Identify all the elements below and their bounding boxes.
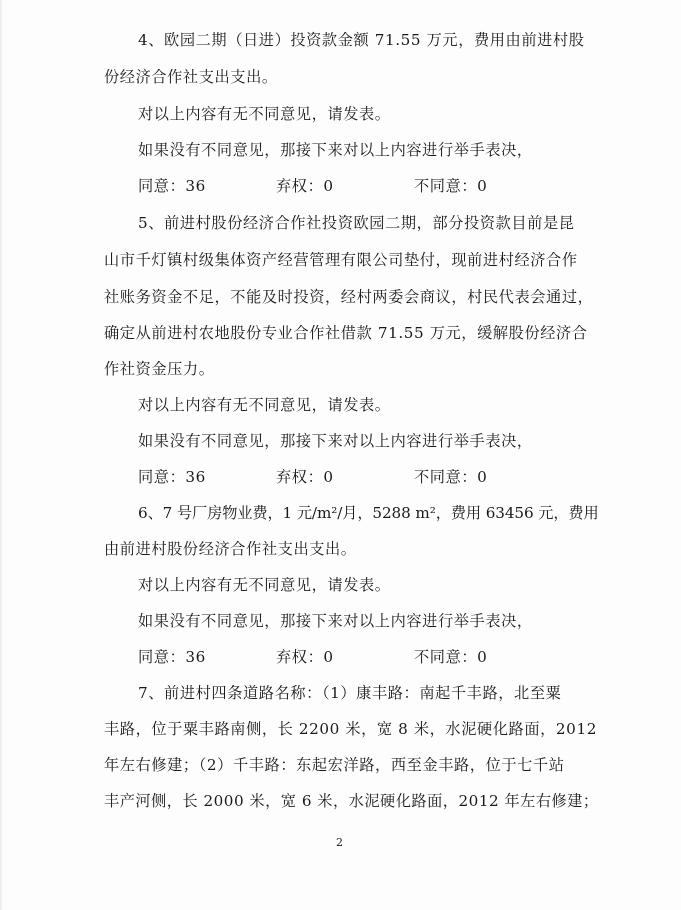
item6-abstain: 弃权：0 bbox=[276, 648, 334, 666]
page-number: 2 bbox=[336, 836, 343, 849]
scan-edge bbox=[0, 0, 3, 910]
item4-line-1: 4、欧园二期（日进）投资款金额 71.55 万元，费用由前进村股 bbox=[138, 31, 585, 49]
item7-line-2: 丰路，位于粟丰路南侧，长 2200 米，宽 8 米，水泥硬化路面，2012 bbox=[104, 720, 597, 738]
item4-line-2: 份经济合作社支出支出。 bbox=[104, 68, 278, 86]
item5-line-4: 确定从前进村农地股份专业合作社借款 71.55 万元，缓解股份经济合 bbox=[104, 324, 588, 342]
item7-line-3: 年左右修建；（2）千丰路：东起宏洋路，西至金丰路，位于七千站 bbox=[104, 756, 565, 774]
item5-disagree: 不同意：0 bbox=[414, 468, 488, 486]
item5-line-2: 山市千灯镇村级集体资产经营管理有限公司垫付，现前进村经济合作 bbox=[104, 251, 578, 269]
item5-line-3: 社账务资金不足，不能及时投资，经村两委会商议，村民代表会通过， bbox=[104, 288, 594, 306]
item5-line-5: 作社资金压力。 bbox=[104, 360, 215, 378]
item5-opinion: 对以上内容有无不同意见，请发表。 bbox=[138, 396, 391, 414]
item5-abstain: 弃权：0 bbox=[276, 468, 334, 486]
item5-vote-call: 如果没有不同意见，那接下来对以上内容进行举手表决， bbox=[138, 432, 533, 450]
item6-line-2: 由前进村股份经济合作社支出支出。 bbox=[104, 540, 357, 558]
item5-line-1: 5、前进村股份经济合作社投资欧园二期，部分投资款目前是昆 bbox=[138, 214, 575, 232]
item4-agree: 同意：36 bbox=[138, 177, 206, 195]
item6-disagree: 不同意：0 bbox=[414, 648, 488, 666]
item7-line-4: 丰产河侧，长 2000 米，宽 6 米，水泥硬化路面，2012 年左右修建； bbox=[104, 792, 599, 810]
item6-vote-call: 如果没有不同意见，那接下来对以上内容进行举手表决， bbox=[138, 612, 533, 630]
item5-agree: 同意：36 bbox=[138, 468, 206, 486]
item4-disagree: 不同意：0 bbox=[414, 177, 488, 195]
item6-agree: 同意：36 bbox=[138, 648, 206, 666]
item6-line-1: 6、7 号厂房物业费，1 元/m²/月，5288 m²，费用 63456 元，费用 bbox=[138, 504, 599, 522]
item4-vote-call: 如果没有不同意见，那接下来对以上内容进行举手表决， bbox=[138, 141, 533, 159]
item4-abstain: 弃权：0 bbox=[276, 177, 334, 195]
item6-opinion: 对以上内容有无不同意见，请发表。 bbox=[138, 576, 391, 594]
item7-line-1: 7、前进村四条道路名称：（1）康丰路：南起千丰路，北至粟 bbox=[138, 684, 562, 702]
item4-opinion: 对以上内容有无不同意见，请发表。 bbox=[138, 105, 391, 123]
